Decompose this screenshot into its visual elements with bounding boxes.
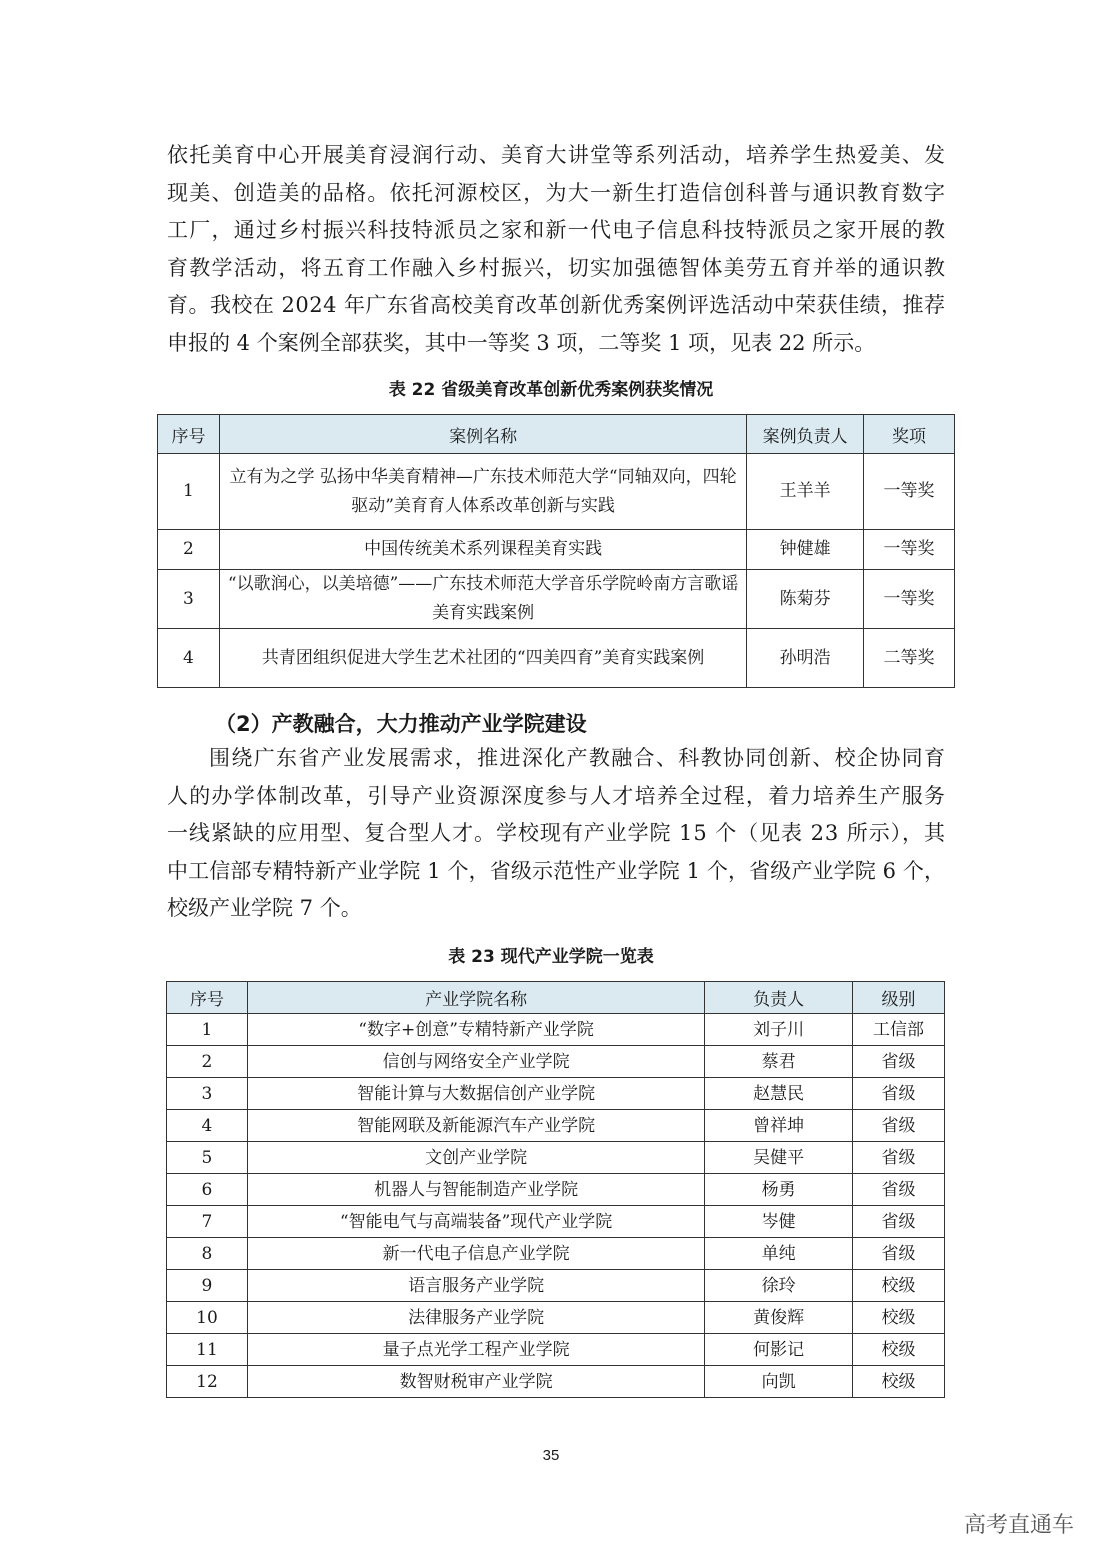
cell-award: 一等奖 (864, 570, 955, 629)
text-line: 一线紧缺的应用型、复合型人才。学校现有产业学院 15 个（见表 23 所示），其 (167, 821, 946, 845)
cell-index: 4 (158, 629, 220, 688)
table-row (167, 1238, 945, 1270)
cell-level: 校级 (853, 1366, 945, 1398)
cell-level: 校级 (853, 1302, 945, 1334)
cell-owner: 黄俊辉 (705, 1302, 853, 1334)
header-owner: 负责人 (705, 982, 853, 1014)
header-college-name: 产业学院名称 (247, 982, 704, 1014)
header-index: 序号 (167, 982, 248, 1014)
cell-case-name: 共青团组织促进大学生艺术社团的“四美四育”美育实践案例 (219, 629, 746, 688)
cell-college-name: 语言服务产业学院 (247, 1270, 704, 1302)
cell-college-name: “智能电气与高端装备”现代产业学院 (247, 1206, 704, 1238)
cell-owner: 赵慧民 (705, 1078, 853, 1110)
cell-level: 省级 (853, 1206, 945, 1238)
cell-college-name: 信创与网络安全产业学院 (247, 1046, 704, 1078)
table-row (167, 1334, 945, 1366)
cell-owner: 孙明浩 (747, 629, 864, 688)
cell-college-name: 数智财税审产业学院 (247, 1366, 704, 1398)
cell-owner: 王羊羊 (747, 454, 864, 530)
header-award: 奖项 (864, 415, 955, 454)
table-row (167, 1110, 945, 1142)
table-row (167, 1046, 945, 1078)
cell-level: 省级 (853, 1078, 945, 1110)
text-line: 中工信部专精特新产业学院 1 个，省级示范性产业学院 1 个，省级产业学院 6 个， (167, 858, 946, 883)
cell-level: 工信部 (853, 1014, 945, 1046)
cell-owner: 杨勇 (705, 1174, 853, 1206)
table-22 (157, 414, 955, 688)
cell-college-name: 文创产业学院 (247, 1142, 704, 1174)
header-owner: 案例负责人 (747, 415, 864, 454)
cell-level: 校级 (853, 1270, 945, 1302)
text-line: 围绕广东省产业发展需求，推进深化产教融合、科教协同创新、校企协同育 (209, 746, 947, 770)
table-row (158, 530, 955, 570)
table-23-caption: 表 23 现代产业学院一览表 (448, 947, 654, 967)
text-line: 现美、创造美的品格。依托河源校区，为大一新生打造信创科普与通识教育数字 (167, 180, 947, 205)
cell-index: 1 (158, 454, 220, 530)
table-header-row (158, 415, 955, 454)
cell-index: 2 (158, 530, 220, 570)
cell-owner: 蔡君 (705, 1046, 853, 1078)
cell-level: 校级 (853, 1334, 945, 1366)
cell-index: 11 (167, 1334, 248, 1366)
cell-index: 4 (167, 1110, 248, 1142)
text-line: 育。我校在 2024 年广东省高校美育改革创新优秀案例评选活动中荣获佳绩，推荐 (167, 293, 946, 317)
table-22-caption: 表 22 省级美育改革创新优秀案例获奖情况 (388, 380, 714, 400)
page-number: 35 (542, 1447, 560, 1464)
cell-index: 3 (158, 570, 220, 629)
table-row (167, 1142, 945, 1174)
cell-owner: 曾祥坤 (705, 1110, 853, 1142)
cell-owner: 向凯 (705, 1366, 853, 1398)
cell-level: 省级 (853, 1238, 945, 1270)
cell-college-name: 法律服务产业学院 (247, 1302, 704, 1334)
cell-index: 10 (167, 1302, 248, 1334)
cell-index: 7 (167, 1206, 248, 1238)
cell-index: 5 (167, 1142, 248, 1174)
cell-case-name: 立有为之学 弘扬中华美育精神—广东技术师范大学“同轴双向，四轮驱动”美育育人体系改革创新与实践 (219, 454, 746, 530)
cell-owner: 刘子川 (705, 1014, 853, 1046)
cell-level: 省级 (853, 1046, 945, 1078)
cell-case-name: 中国传统美术系列课程美育实践 (219, 530, 746, 570)
table-header-row (167, 982, 945, 1014)
cell-award: 一等奖 (864, 454, 955, 530)
watermark: 高考直通车 (963, 1513, 1074, 1538)
table-row (167, 1366, 945, 1398)
paragraph-aesthetic-education (167, 137, 945, 362)
section-subheading: （2）产教融合，大力推动产业学院建设 (215, 712, 587, 736)
cell-index: 9 (167, 1270, 248, 1302)
cell-owner: 徐玲 (705, 1270, 853, 1302)
text-line: 工厂，通过乡村振兴科技特派员之家和新一代电子信息科技特派员之家开展的教 (167, 218, 947, 242)
cell-college-name: 机器人与智能制造产业学院 (247, 1174, 704, 1206)
table-row (167, 1206, 945, 1238)
table-row (158, 629, 955, 688)
cell-index: 3 (167, 1078, 248, 1110)
cell-index: 2 (167, 1046, 248, 1078)
cell-level: 省级 (853, 1142, 945, 1174)
text-line: 依托美育中心开展美育浸润行动、美育大讲堂等系列活动，培养学生热爱美、发 (167, 143, 947, 167)
table-row (158, 454, 955, 530)
table-23 (166, 981, 945, 1398)
table-row (167, 1302, 945, 1334)
text-line: 人的办学体制改革，引导产业资源深度参与人才培养全过程，着力培养生产服务 (167, 783, 947, 808)
table-row (158, 570, 955, 629)
text-line: 育教学活动，将五育工作融入乡村振兴，切实加强德智体美劳五育并举的通识教 (167, 255, 947, 280)
cell-award: 一等奖 (864, 530, 955, 570)
cell-index: 1 (167, 1014, 248, 1046)
cell-index: 8 (167, 1238, 248, 1270)
header-level: 级别 (853, 982, 945, 1014)
cell-college-name: 量子点光学工程产业学院 (247, 1334, 704, 1366)
text-line: 申报的 4 个案例全部获奖，其中一等奖 3 项，二等奖 1 项，见表 22 所示。 (167, 330, 876, 355)
table-row (167, 1174, 945, 1206)
table-row (167, 1014, 945, 1046)
paragraph-industry-colleges (167, 740, 945, 928)
cell-college-name: 智能计算与大数据信创产业学院 (247, 1078, 704, 1110)
cell-case-name: “以歌润心，以美培德”——广东技术师范大学音乐学院岭南方言歌谣美育实践案例 (219, 570, 746, 629)
cell-owner: 何影记 (705, 1334, 853, 1366)
text-line: 校级产业学院 7 个。 (167, 896, 362, 920)
header-case-name: 案例名称 (219, 415, 746, 454)
cell-level: 省级 (853, 1174, 945, 1206)
header-index: 序号 (158, 415, 220, 454)
cell-index: 6 (167, 1174, 248, 1206)
table-row (167, 1270, 945, 1302)
cell-college-name: “数字+创意”专精特新产业学院 (247, 1014, 704, 1046)
cell-owner: 岑健 (705, 1206, 853, 1238)
table-row (167, 1078, 945, 1110)
cell-index: 12 (167, 1366, 248, 1398)
cell-award: 二等奖 (864, 629, 955, 688)
cell-owner: 吴健平 (705, 1142, 853, 1174)
cell-owner: 单纯 (705, 1238, 853, 1270)
cell-level: 省级 (853, 1110, 945, 1142)
cell-owner: 钟健雄 (747, 530, 864, 570)
cell-college-name: 新一代电子信息产业学院 (247, 1238, 704, 1270)
cell-owner: 陈菊芬 (747, 570, 864, 629)
cell-college-name: 智能网联及新能源汽车产业学院 (247, 1110, 704, 1142)
